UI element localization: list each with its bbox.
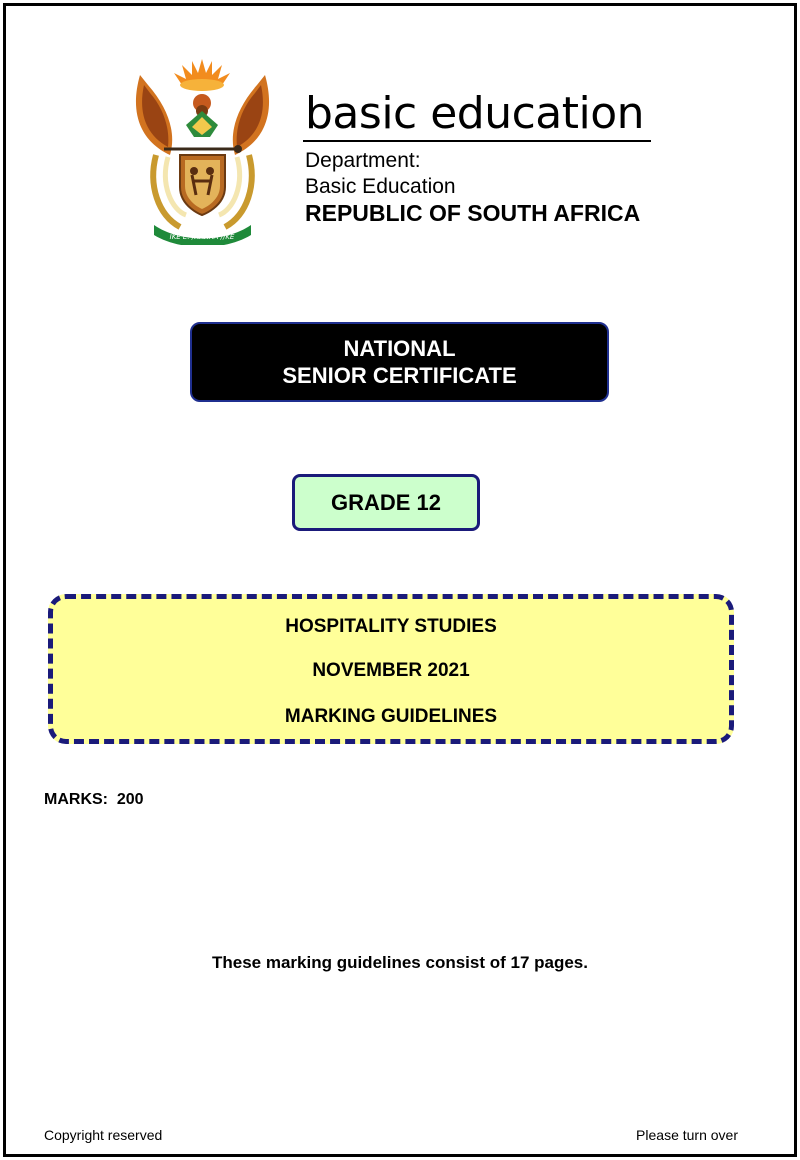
page-count-note: These marking guidelines consist of 17 pages. — [211, 953, 588, 972]
department-label: Department: — [305, 149, 421, 172]
brand-title: basic education — [305, 88, 645, 139]
grade-badge — [292, 474, 480, 531]
subject-title: HOSPITALITY STUDIES — [285, 616, 497, 637]
turn-over-footer: Please turn over — [636, 1127, 738, 1143]
certificate-line-2: SENIOR CERTIFICATE — [282, 363, 517, 388]
coat-of-arms-icon — [130, 55, 275, 245]
certificate-banner — [190, 322, 609, 402]
brand-underline — [303, 140, 651, 142]
total-marks: MARKS: 200 — [44, 791, 144, 808]
sun-icon — [174, 59, 230, 91]
copyright-footer: Copyright reserved — [44, 1127, 163, 1143]
document-type: MARKING GUIDELINES — [284, 706, 498, 727]
subject-panel — [48, 594, 734, 744]
exam-session: NOVEMBER 2021 — [312, 660, 470, 681]
grade-label: GRADE 12 — [330, 489, 442, 515]
motto-text: IKE E: /XARRA //KE — [169, 233, 235, 241]
country-name: REPUBLIC OF SOUTH AFRICA — [305, 200, 641, 226]
department-name: Basic Education — [305, 175, 456, 198]
certificate-line-1: NATIONAL — [343, 336, 456, 361]
